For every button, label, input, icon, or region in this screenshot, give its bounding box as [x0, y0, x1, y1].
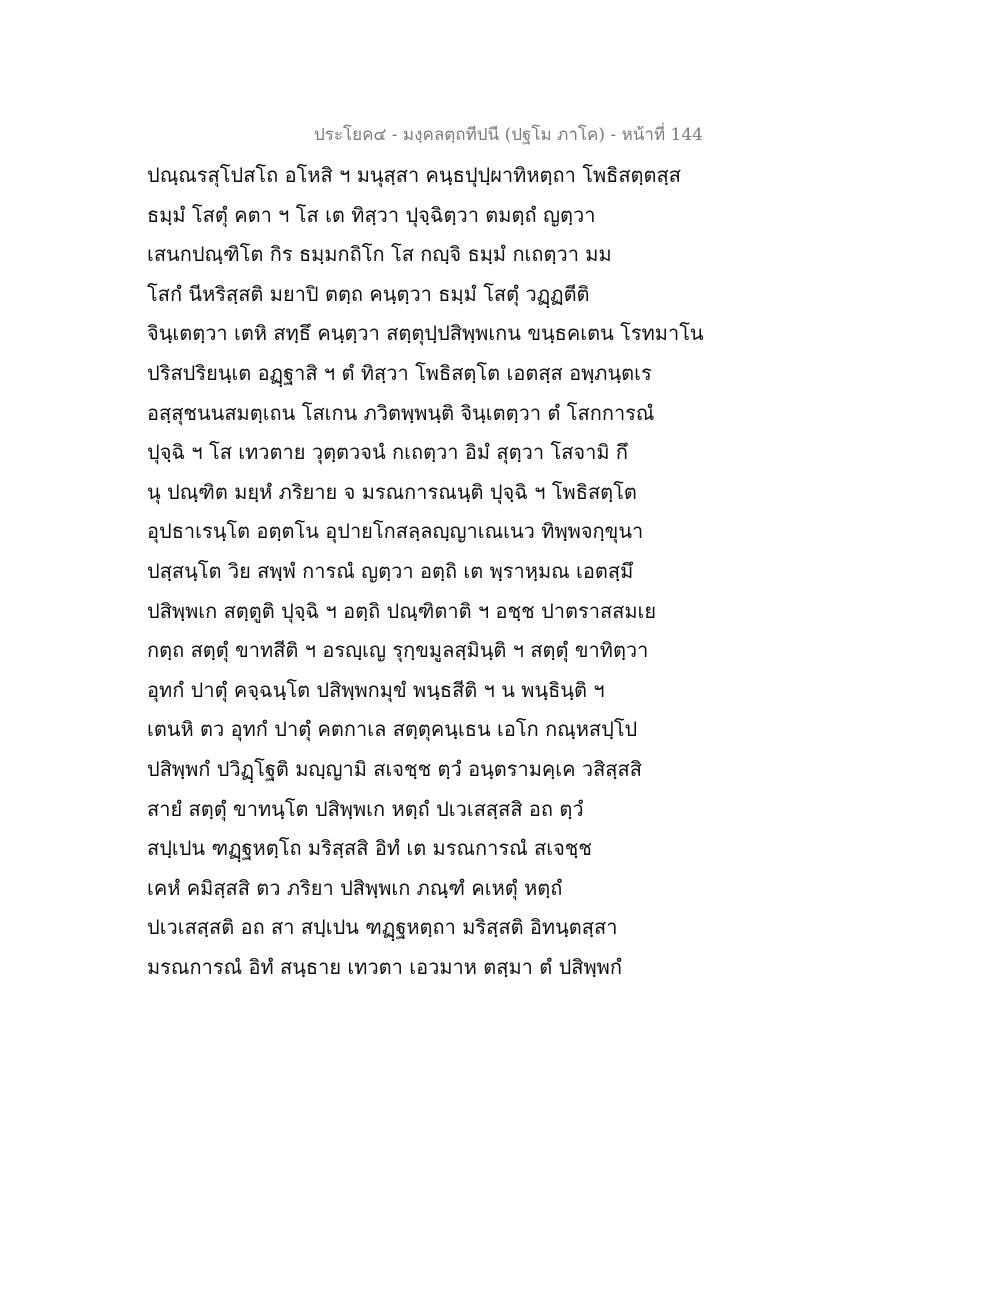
- text-line: นุ ปณฺฑิต มยฺหํ ภริยาย จ มรณการณนฺติ ปุจฺฉิ ฯ โพธิสตฺโต: [147, 479, 637, 504]
- body-text: [147, 156, 707, 987]
- text-line: ปสิพฺพกํ ปวิฏฺโฐติ มญฺญามิ สเจชฺช ตฺวํ อนฺตรามคฺเค วสิสฺสสิ: [147, 756, 642, 781]
- text-line: ปริสปริยนฺเต อฏฺฐาสิ ฯ ตํ ทิสฺวา โพธิสตฺโต เอตสฺส อพฺภนฺตเร: [147, 360, 652, 385]
- text-line: จินฺเตตฺวา เตหิ สทฺธึ คนฺตฺวา สตฺตุปฺปสิพฺพเกน ขนฺธคเตน โรทมาโน: [147, 321, 704, 346]
- text-line: ปสิพฺพเก สตฺตูติ ปุจฺฉิ ฯ อตฺถิ ปณฺฑิตาติ ฯ อชฺช ปาตราสสมเย: [147, 598, 657, 623]
- text-line: โสกํ นีหริสฺสติ มยาปิ ตตฺถ คนฺตฺวา ธมฺมํ โสตุํ วฏฺฏตีติ: [147, 281, 590, 306]
- text-line: สปฺเปน ฑฏฺฐหตฺโถ มริสฺสสิ อิทํ เต มรณการณํ สเจชฺช: [147, 836, 592, 861]
- text-line: อสฺสุชนนสมตฺเถน โสเกน ภวิตพฺพนฺติ จินฺเตตฺวา ตํ โสกการณํ: [147, 400, 655, 425]
- text-line: ปณฺณรสุโปสโถ อโหสิ ฯ มนุสฺสา คนฺธปุปฺผาทิหตฺถา โพธิสตฺตสฺส: [147, 163, 681, 187]
- text-line: กตฺถ สตฺตุํ ขาทสีติ ฯ อรญฺเญ รุกฺขมูลสฺมินฺติ ฯ สตฺตุํ ขาทิตฺวา: [147, 638, 649, 663]
- text-line: ธมฺมํ โสตุํ คตา ฯ โส เต ทิสฺวา ปุจฺฉิตฺวา ตมตฺถํ ญตฺวา: [147, 202, 596, 227]
- text-line: สายํ สตฺตุํ ขาทนฺโต ปสิพฺพเก หตฺถํ ปเวเสสฺสสิ อถ ตฺวํ: [147, 796, 584, 821]
- page-header: ประโยค๔ - มงฺคลตฺถทีปนี (ปฐโม ภาโค) - หน้าที่ 144: [314, 125, 703, 145]
- text-line: ปสฺสนฺโต วิย สพฺพํ การณํ ญตฺวา อตฺถิ เต พฺราหฺมณ เอตสฺมึ: [147, 558, 634, 583]
- text-line: เสนกปณฺฑิโต กิร ธมฺมกถิโก โส กญฺจิ ธมฺมํ กเถตฺวา มม: [147, 242, 612, 267]
- text-line: มรณการณํ อิทํ สนฺธาย เทวตา เอวมาห ตสฺมา ตํ ปสิพฺพกํ: [147, 954, 622, 979]
- text-line: อุปธาเรนฺโต อตฺตโน อุปายโกสลฺลญฺญาเณเนว ทิพฺพจกฺขุนา: [147, 519, 644, 544]
- text-line: ปเวเสสฺสติ อถ สา สปฺเปน ฑฏฺฐหตฺถา มริสฺสติ อิทนฺตสฺสา: [147, 915, 618, 940]
- text-line: ปุจฺฉิ ฯ โส เทวตาย วุตฺตวจนํ กเถตฺวา อิมํ สุตฺวา โสจามิ กึ: [147, 440, 628, 465]
- text-line: เตนหิ ตว อุทกํ ปาตุํ คตกาเล สตฺตุคนฺเธน เอโก กณฺหสปฺโป: [147, 717, 638, 742]
- text-line: เคหํ คมิสฺสสิ ตว ภริยา ปสิพฺพเก ภณฺฑํ คเหตุํ หตฺถํ: [147, 875, 563, 900]
- text-line: อุทกํ ปาตุํ คจฺฉนฺโต ปสิพฺพกมุขํ พนฺธสีติ ฯ น พนฺธินฺติ ฯ: [147, 677, 605, 702]
